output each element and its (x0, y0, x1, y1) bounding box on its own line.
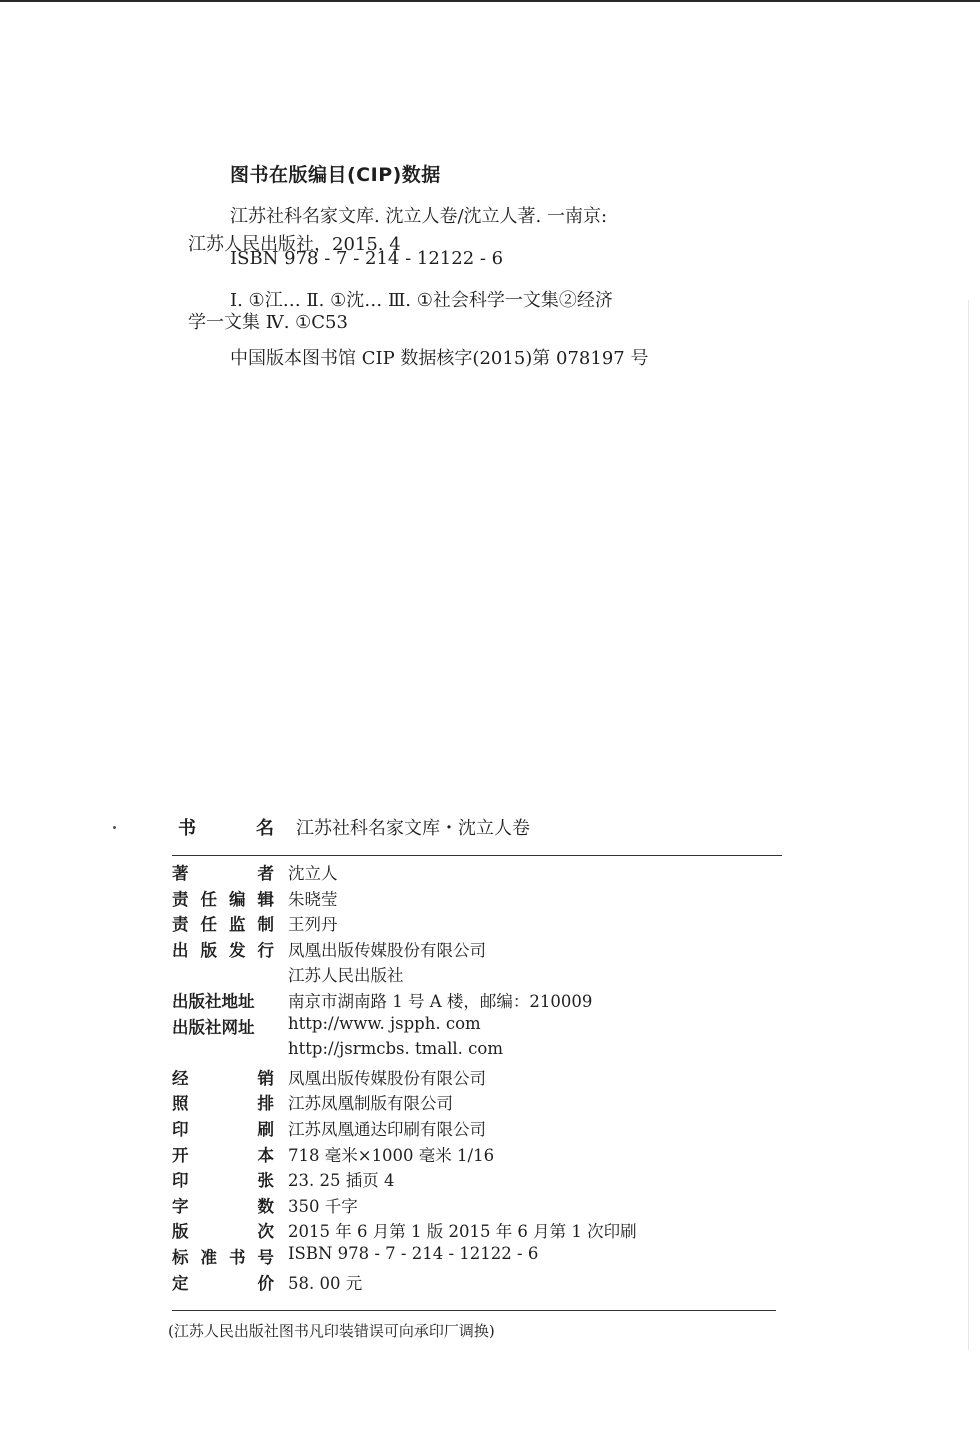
label-char: 书 (229, 1247, 246, 1267)
label-char: 任 (200, 915, 217, 935)
imprint-row (172, 937, 782, 963)
label-char: 张 (257, 1171, 274, 1191)
imprint-row (172, 988, 782, 1014)
label-char: 责 (172, 889, 189, 909)
label-char: 次 (257, 1222, 274, 1242)
label-char: 辑 (257, 889, 274, 909)
book-name-value: 江苏社科名家文库・沈立人卷 (296, 818, 530, 839)
label-char: 排 (257, 1094, 274, 1114)
imprint-row (172, 1270, 782, 1296)
book-name-label-char: 书 (178, 818, 196, 839)
imprint-row (172, 1167, 782, 1193)
scan-speck (113, 826, 116, 829)
row-label (172, 860, 274, 884)
label-char: 责 (172, 915, 189, 935)
label-char: 版 (200, 940, 217, 960)
cip-line-series: 江苏社科名家文库. 沈立人卷/沈立人著. 一南京: (230, 206, 608, 227)
row-value: ISBN 978 - 7 - 214 - 12122 - 6 (288, 1243, 539, 1263)
row-label (172, 1218, 274, 1242)
rule-under-imprint (172, 1310, 776, 1311)
cip-line-classification-cont: 学一文集 Ⅳ. ①C53 (188, 312, 348, 333)
row-value: http://www. jspph. com (288, 1013, 481, 1033)
book-name-label (178, 814, 274, 840)
row-value: 凤凰出版传媒股份有限公司 (288, 1068, 486, 1088)
row-value: 朱晓莹 (288, 889, 338, 909)
cip-line-classification: Ⅰ. ①江… Ⅱ. ①沈… Ⅲ. ①社会科学一文集②经济 (230, 290, 613, 311)
imprint-row (172, 911, 782, 937)
rule-under-book-name (172, 855, 782, 856)
imprint-row (172, 1090, 782, 1116)
row-value: 23. 25 插页 4 (288, 1171, 395, 1191)
label-char: 价 (257, 1273, 274, 1293)
label-char: 行 (257, 940, 274, 960)
cip-line-record-number: 中国版本图书馆 CIP 数据核字(2015)第 078197 号 (230, 348, 649, 369)
row-label (172, 988, 274, 1012)
imprint-row (172, 860, 782, 886)
label-char: 出 (172, 940, 189, 960)
label-char: 出版社地址 (172, 991, 255, 1011)
row-value: 沈立人 (288, 864, 338, 883)
label-char: 号 (257, 1247, 274, 1267)
row-value: 58. 00 元 (288, 1273, 363, 1293)
printing-error-note: (江苏人民出版社图书凡印装错误可向承印厂调换) (168, 1322, 495, 1340)
row-value: 江苏人民出版社 (288, 966, 404, 986)
label-char: 著 (172, 864, 189, 883)
row-value: 南京市湖南路 1 号 A 楼，邮编：210009 (288, 991, 593, 1011)
page-edge-shadow (968, 300, 969, 1350)
row-label (172, 1167, 274, 1191)
imprint-table (172, 860, 782, 1295)
label-char: 监 (229, 915, 246, 935)
row-value: 王列丹 (288, 915, 338, 935)
cip-line-isbn: ISBN 978 - 7 - 214 - 12122 - 6 (230, 248, 504, 269)
row-label (172, 1193, 274, 1217)
label-char: 标 (172, 1247, 189, 1267)
row-label (172, 1014, 274, 1038)
imprint-row (172, 1065, 782, 1091)
row-value: http://jsrmcbs. tmall. com (288, 1039, 503, 1059)
label-char: 印 (172, 1119, 189, 1139)
label-char: 发 (229, 940, 246, 960)
row-value: 350 千字 (288, 1196, 358, 1216)
imprint-row (172, 1142, 782, 1168)
imprint-row (172, 886, 782, 912)
row-label (172, 1065, 274, 1089)
row-label (172, 1116, 274, 1140)
label-char: 版 (172, 1222, 189, 1242)
label-char: 数 (257, 1196, 274, 1216)
label-char: 准 (200, 1247, 217, 1267)
book-name-label-char: 名 (256, 818, 274, 839)
row-label (172, 911, 274, 935)
label-char: 者 (257, 864, 274, 883)
imprint-row (172, 962, 782, 988)
label-char: 编 (229, 889, 246, 909)
imprint-row (172, 1116, 782, 1142)
row-label (172, 937, 274, 961)
row-value: 江苏凤凰通达印刷有限公司 (288, 1119, 486, 1139)
label-char: 任 (200, 889, 217, 909)
row-label (172, 886, 274, 910)
label-char: 制 (257, 915, 274, 935)
row-label (172, 1244, 274, 1268)
row-value: 718 毫米×1000 毫米 1/16 (288, 1145, 495, 1165)
label-char: 本 (257, 1145, 274, 1165)
imprint-row (172, 1244, 782, 1270)
row-value: 2015 年 6 月第 1 版 2015 年 6 月第 1 次印刷 (288, 1222, 637, 1242)
row-value: 江苏凤凰制版有限公司 (288, 1094, 453, 1114)
label-char: 开 (172, 1145, 189, 1165)
label-char: 经 (172, 1068, 189, 1088)
row-label (172, 1090, 274, 1114)
imprint-row (172, 1039, 782, 1065)
row-label (172, 1270, 274, 1294)
row-value: 凤凰出版传媒股份有限公司 (288, 940, 486, 960)
row-label (172, 1142, 274, 1166)
imprint-row (172, 1193, 782, 1219)
label-char: 定 (172, 1273, 189, 1293)
cip-line-publisher: 江苏人民出版社，2015. 4 (188, 234, 401, 255)
imprint-row (172, 1218, 782, 1244)
label-char: 刷 (257, 1119, 274, 1139)
label-char: 出版社网址 (172, 1017, 255, 1037)
cip-title: 图书在版编目(CIP)数据 (230, 164, 441, 186)
imprint-row (172, 1014, 782, 1040)
label-char: 销 (257, 1068, 274, 1088)
page-top-border (0, 0, 980, 2)
label-char: 字 (172, 1196, 189, 1216)
label-char: 照 (172, 1094, 189, 1114)
label-char: 印 (172, 1171, 189, 1191)
